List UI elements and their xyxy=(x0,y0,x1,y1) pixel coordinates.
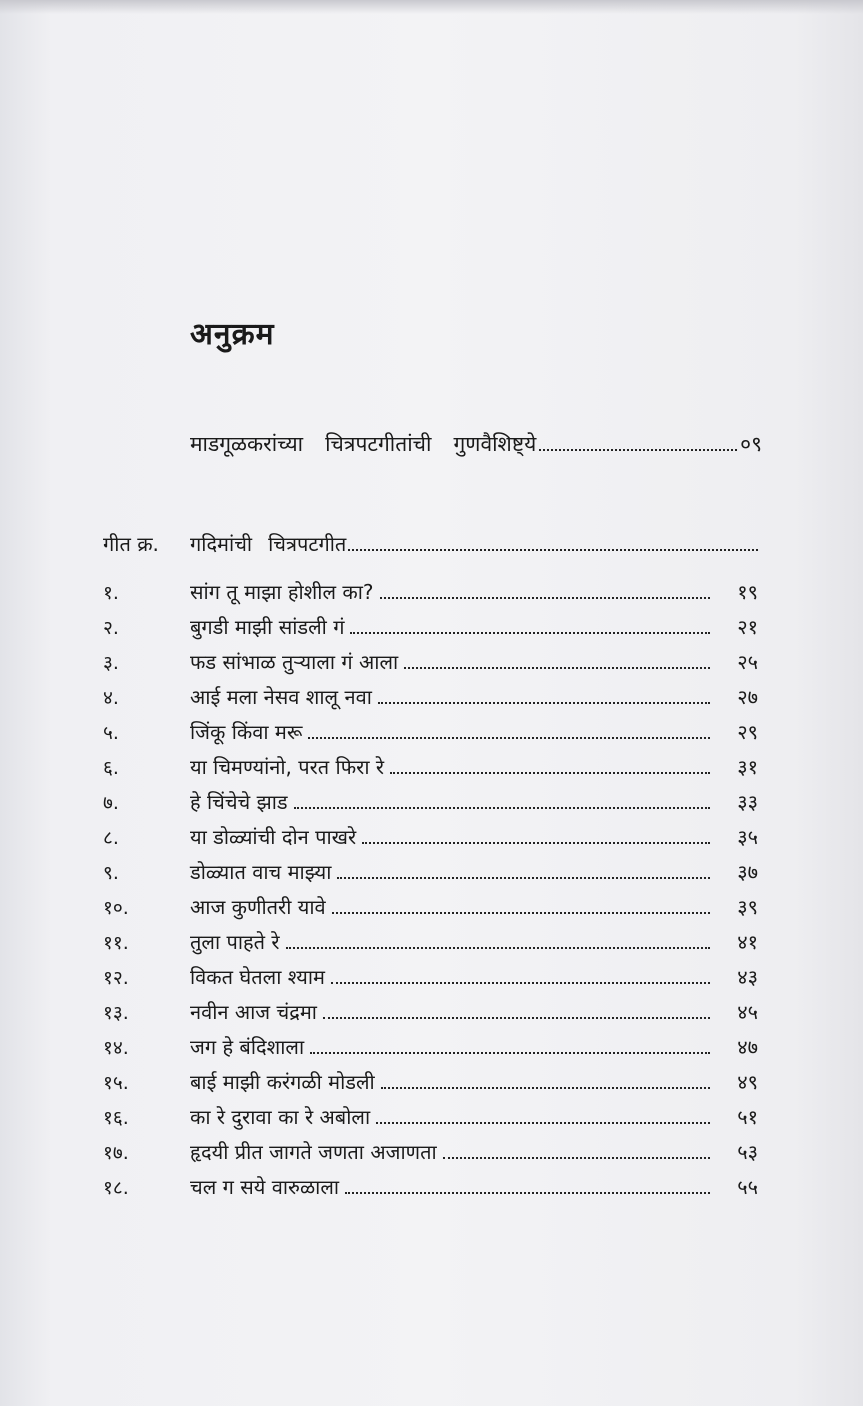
toc-entry xyxy=(103,823,758,858)
dot-leader xyxy=(323,1017,710,1019)
page-number: २१ xyxy=(737,615,758,639)
song-title: फड सांभाळ तुऱ्याला गं आला xyxy=(190,650,399,674)
toc-entry xyxy=(103,1103,758,1138)
song-title: आई मला नेसव शालू नवा xyxy=(190,685,372,709)
song-title: विकत घेतला श्याम xyxy=(190,965,325,989)
song-title: या डोळ्यांची दोन पाखरे xyxy=(190,825,357,849)
dot-leader xyxy=(362,842,710,844)
dot-leader xyxy=(443,1157,710,1159)
page-number: ३३ xyxy=(737,790,758,814)
song-number: १४. xyxy=(103,1037,129,1059)
toc-entry xyxy=(103,788,758,823)
song-title: आज कुणीतरी यावे xyxy=(190,895,326,919)
page-number: ४५ xyxy=(737,1000,758,1024)
song-number: १२. xyxy=(103,967,129,989)
toc-entry xyxy=(103,683,758,718)
dot-leader xyxy=(331,982,710,984)
song-number: १७. xyxy=(103,1142,129,1164)
dot-leader xyxy=(380,597,710,599)
header-song-number: गीत क्र. xyxy=(103,532,159,556)
toc-entry xyxy=(103,1173,758,1208)
song-number: ९. xyxy=(103,862,119,884)
dot-leader xyxy=(404,667,710,669)
song-number: १. xyxy=(103,582,119,604)
toc-entry xyxy=(103,578,758,613)
song-number: १८. xyxy=(103,1177,129,1199)
dot-leader xyxy=(308,737,710,739)
page-number: ३९ xyxy=(737,895,758,919)
toc-entry xyxy=(103,1138,758,1173)
song-number: ६. xyxy=(103,757,119,779)
song-number: २. xyxy=(103,617,119,639)
toc-entry xyxy=(103,963,758,998)
page-number: ४७ xyxy=(737,1035,758,1059)
dot-leader xyxy=(286,947,710,949)
page-number: ३७ xyxy=(737,860,758,884)
song-number: १५. xyxy=(103,1072,129,1094)
song-title: या चिमण्यांनो, परत फिरा रे xyxy=(190,755,385,779)
song-number: ८. xyxy=(103,827,119,849)
song-title: जग हे बंदिशाला xyxy=(190,1035,305,1059)
toc-entry xyxy=(103,858,758,893)
intro-word-3: गुणवैशिष्ट्ये xyxy=(453,432,537,456)
dot-leader xyxy=(345,1192,710,1194)
song-number: १३. xyxy=(103,1002,129,1024)
dot-leader xyxy=(337,877,710,879)
dot-leader xyxy=(539,449,737,451)
toc-entry xyxy=(103,928,758,963)
toc-entry xyxy=(103,648,758,683)
song-title: का रे दुरावा का रे अबोला xyxy=(190,1105,371,1129)
toc-entry xyxy=(103,1068,758,1103)
page-number: ४३ xyxy=(737,965,758,989)
page-number: ४१ xyxy=(737,930,758,954)
page-number: ३१ xyxy=(737,755,758,779)
song-title: जिंकू किंवा मरू xyxy=(190,720,303,744)
toc-heading: अनुक्रम xyxy=(190,317,275,352)
list-header xyxy=(103,530,758,557)
page-number: ५१ xyxy=(737,1105,758,1129)
song-number: १६. xyxy=(103,1107,129,1129)
toc-entry xyxy=(103,998,758,1033)
page-number: ४९ xyxy=(737,1070,758,1094)
dot-leader xyxy=(376,1122,710,1124)
dot-leader xyxy=(294,807,710,809)
page-number: २५ xyxy=(737,650,758,674)
dot-leader xyxy=(378,702,710,704)
toc-entry xyxy=(103,753,758,788)
song-title: बाई माझी करंगळी मोडली xyxy=(190,1070,375,1094)
dot-leader xyxy=(390,772,710,774)
page-number: ५३ xyxy=(737,1140,758,1164)
song-number: ५. xyxy=(103,722,119,744)
page-number: ५५ xyxy=(737,1175,758,1199)
song-title: सांग तू माझा होशील का? xyxy=(190,580,374,604)
header-title-word-2: चित्रपटगीत xyxy=(268,532,347,556)
song-title: हे चिंचेचे झाड xyxy=(190,790,288,814)
dot-leader xyxy=(350,632,710,634)
intro-page: ०९ xyxy=(740,432,762,456)
page-number: ३५ xyxy=(737,825,758,849)
toc-list xyxy=(103,578,758,1208)
song-number: ७. xyxy=(103,792,119,814)
song-title: हृदयी प्रीत जागते जणता अजाणता xyxy=(190,1140,437,1164)
page-number: १९ xyxy=(737,580,758,604)
intro-entry xyxy=(190,430,762,458)
song-title: नवीन आज चंद्रमा xyxy=(190,1000,317,1024)
page-number: २७ xyxy=(737,685,758,709)
header-title-word-1: गदिमांची xyxy=(190,532,253,556)
dot-leader xyxy=(332,912,710,914)
intro-word-1: माडगूळकरांच्या xyxy=(190,432,304,456)
song-title: डोळ्यात वाच माझ्या xyxy=(190,860,332,884)
dot-leader xyxy=(381,1087,710,1089)
dot-leader xyxy=(310,1052,710,1054)
dot-leader xyxy=(348,549,758,551)
song-number: ३. xyxy=(103,652,119,674)
song-title: तुला पाहते रे xyxy=(190,930,280,954)
intro-word-2: चित्रपटगीतांची xyxy=(325,432,432,456)
toc-entry xyxy=(103,1033,758,1068)
song-number: ११. xyxy=(103,932,129,954)
song-title: बुगडी माझी सांडली गं xyxy=(190,615,345,639)
toc-entry xyxy=(103,893,758,928)
song-title: चल ग सये वारुळाला xyxy=(190,1175,340,1199)
song-number: १०. xyxy=(103,897,129,919)
page-edge-shadow xyxy=(0,0,863,14)
song-number: ४. xyxy=(103,687,119,709)
page-number: २९ xyxy=(737,720,758,744)
toc-entry xyxy=(103,613,758,648)
toc-entry xyxy=(103,718,758,753)
